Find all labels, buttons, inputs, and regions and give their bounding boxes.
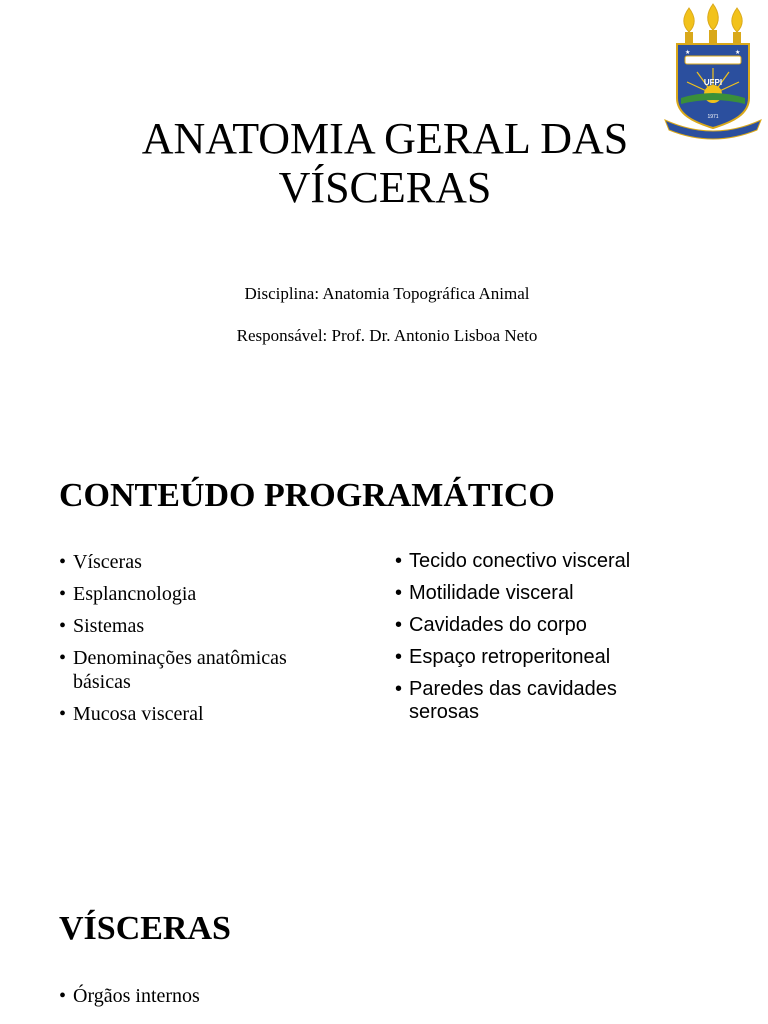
- responsible-text: Responsável: Prof. Dr. Antonio Lisboa Neto: [236, 326, 538, 345]
- list-item: • Mucosa visceral: [59, 703, 204, 725]
- content-heading: CONTEÚDO PROGRAMÁTICO: [59, 477, 555, 514]
- logo-text: UFPI: [703, 78, 723, 87]
- bullet-icon: •: [395, 550, 403, 572]
- title-line-1: ANATOMIA GERAL DAS: [141, 114, 629, 163]
- content-list-left: [59, 550, 359, 734]
- discipline-text: Disciplina: Anatomia Topográfica Animal: [244, 284, 530, 303]
- list-item: • Vísceras: [59, 551, 142, 573]
- list-item: • Sistemas: [59, 615, 145, 637]
- list-item: • Espaço retroperitoneal: [395, 646, 611, 668]
- bullet-icon: •: [395, 678, 403, 700]
- bullet-icon: •: [59, 615, 67, 637]
- bullet-icon: •: [395, 614, 403, 636]
- page-title: [40, 114, 730, 212]
- bullet-icon: •: [59, 583, 67, 605]
- svg-text:★: ★: [735, 49, 741, 56]
- list-item: • Órgãos internos: [59, 985, 200, 1007]
- svg-text:★: ★: [685, 49, 691, 56]
- visceras-list: [59, 984, 459, 1008]
- ufpi-crest-icon: [663, 2, 763, 140]
- list-item: • Cavidades do corpo: [395, 614, 587, 636]
- torch-icon: [684, 4, 743, 44]
- logo-year: 1971: [707, 114, 719, 120]
- bullet-icon: •: [59, 703, 67, 725]
- list-item: • Tecido conectivo visceral: [395, 550, 631, 572]
- list-item: • Esplancnologia: [59, 583, 197, 605]
- bullet-icon: •: [59, 985, 67, 1007]
- list-item: • Denominações anatômicas básicas: [59, 647, 287, 693]
- list-item: • Motilidade visceral: [395, 582, 574, 604]
- bullet-icon: •: [395, 646, 403, 668]
- bullet-icon: •: [59, 551, 67, 573]
- content-list-right: [395, 550, 715, 733]
- bullet-icon: •: [395, 582, 403, 604]
- list-item: • Paredes das cavidades serosas: [395, 678, 617, 723]
- bullet-icon: •: [59, 647, 67, 669]
- title-line-2: VÍSCERAS: [278, 163, 492, 212]
- visceras-heading: VÍSCERAS: [59, 910, 231, 947]
